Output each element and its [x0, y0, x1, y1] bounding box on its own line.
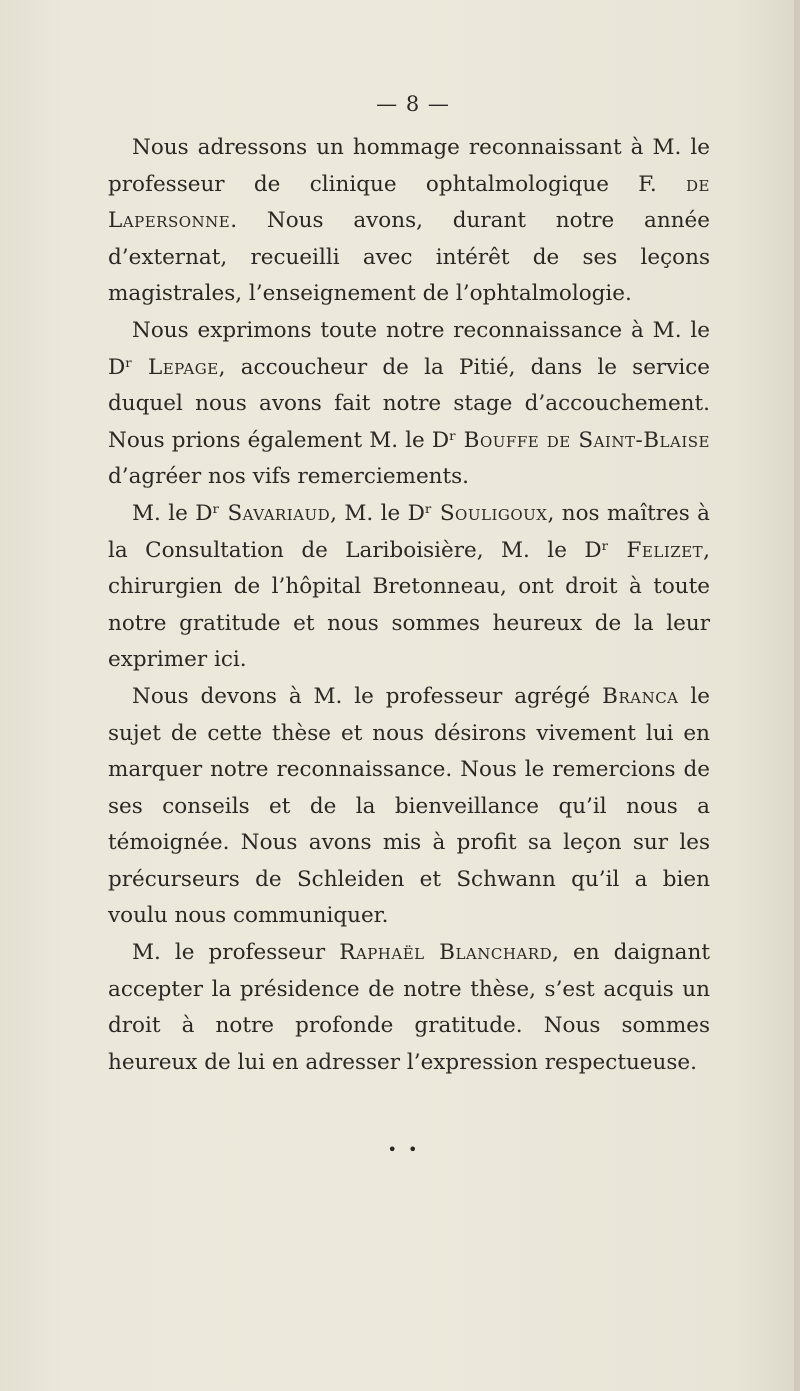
paragraph: [108, 313, 710, 496]
proper-name: Souligoux: [439, 500, 548, 526]
paragraph-text: , en daignant accepter la présidence de notre thèse, s’est acquis un droit à notre profonde gratitude. Nous sommes heureux de lui en adresser l’expression respectueuse.: [108, 940, 710, 1075]
proper-name: Felizet: [626, 537, 704, 563]
paragraph-text: Nous adressons un hommage reconnaissant à M. le professeur de clinique ophtalmologique F.: [108, 135, 710, 197]
paragraph: [108, 679, 710, 935]
paragraph: [108, 935, 710, 1081]
proper-name: Bouffe de Saint-Blaise: [463, 427, 710, 453]
paragraph-text: , chirurgien de l’hôpital Bretonneau, ont droit à toute notre gratitude et nous sommes heureux de la leur exprimer ici.: [108, 537, 710, 673]
proper-name: de Lapersonne: [108, 171, 710, 234]
paragraph-text: , accoucheur de la Pitié, dans le service duquel nous avons fait notre stage d’accouchement. Nous prions également M. le Dʳ: [108, 354, 710, 453]
end-ornament: • •: [387, 1140, 421, 1159]
paragraph-text: , M. le Dʳ: [330, 500, 440, 526]
paragraph-text: le sujet de cette thèse et nous désirons vivement lui en marquer notre reconnaissance. Nous le remercions de ses conseils et de la bienveillance qu’il nous a témoignée. Nous avons mis à profit sa leçon sur les précurseurs de Schleiden et Schwann qu’il a bien voulu nous communiquer.: [108, 683, 710, 929]
paragraph: [108, 496, 710, 679]
page-edge: [794, 0, 800, 1391]
page-number: — 8 —: [376, 92, 450, 116]
paragraph-text: M. le professeur: [132, 940, 340, 966]
paragraph-text: Nous devons à M. le professeur agrégé: [132, 683, 603, 709]
proper-name: Raphaël Blanchard: [339, 940, 553, 966]
paragraph-text: , nos maîtres à la Consultation de Lariboisière, M. le Dʳ: [108, 500, 710, 563]
body-text: [108, 130, 710, 1081]
paragraph: [108, 130, 710, 313]
paragraph-text: Nous exprimons toute notre reconnaissance à M. le Dʳ: [108, 317, 710, 380]
paragraph-text: d’agréer nos vifs remerciements.: [108, 464, 470, 490]
proper-name: Branca: [602, 683, 679, 709]
proper-name: Lepage: [147, 354, 219, 380]
paragraph-text: M. le Dʳ: [132, 500, 228, 526]
paragraph-text: . Nous avons, durant notre année d’externat, recueilli avec intérêt de ses leçons magistrales, l’enseignement de l’ophtalmologie.: [108, 208, 710, 307]
proper-name: Savariaud: [227, 500, 331, 526]
